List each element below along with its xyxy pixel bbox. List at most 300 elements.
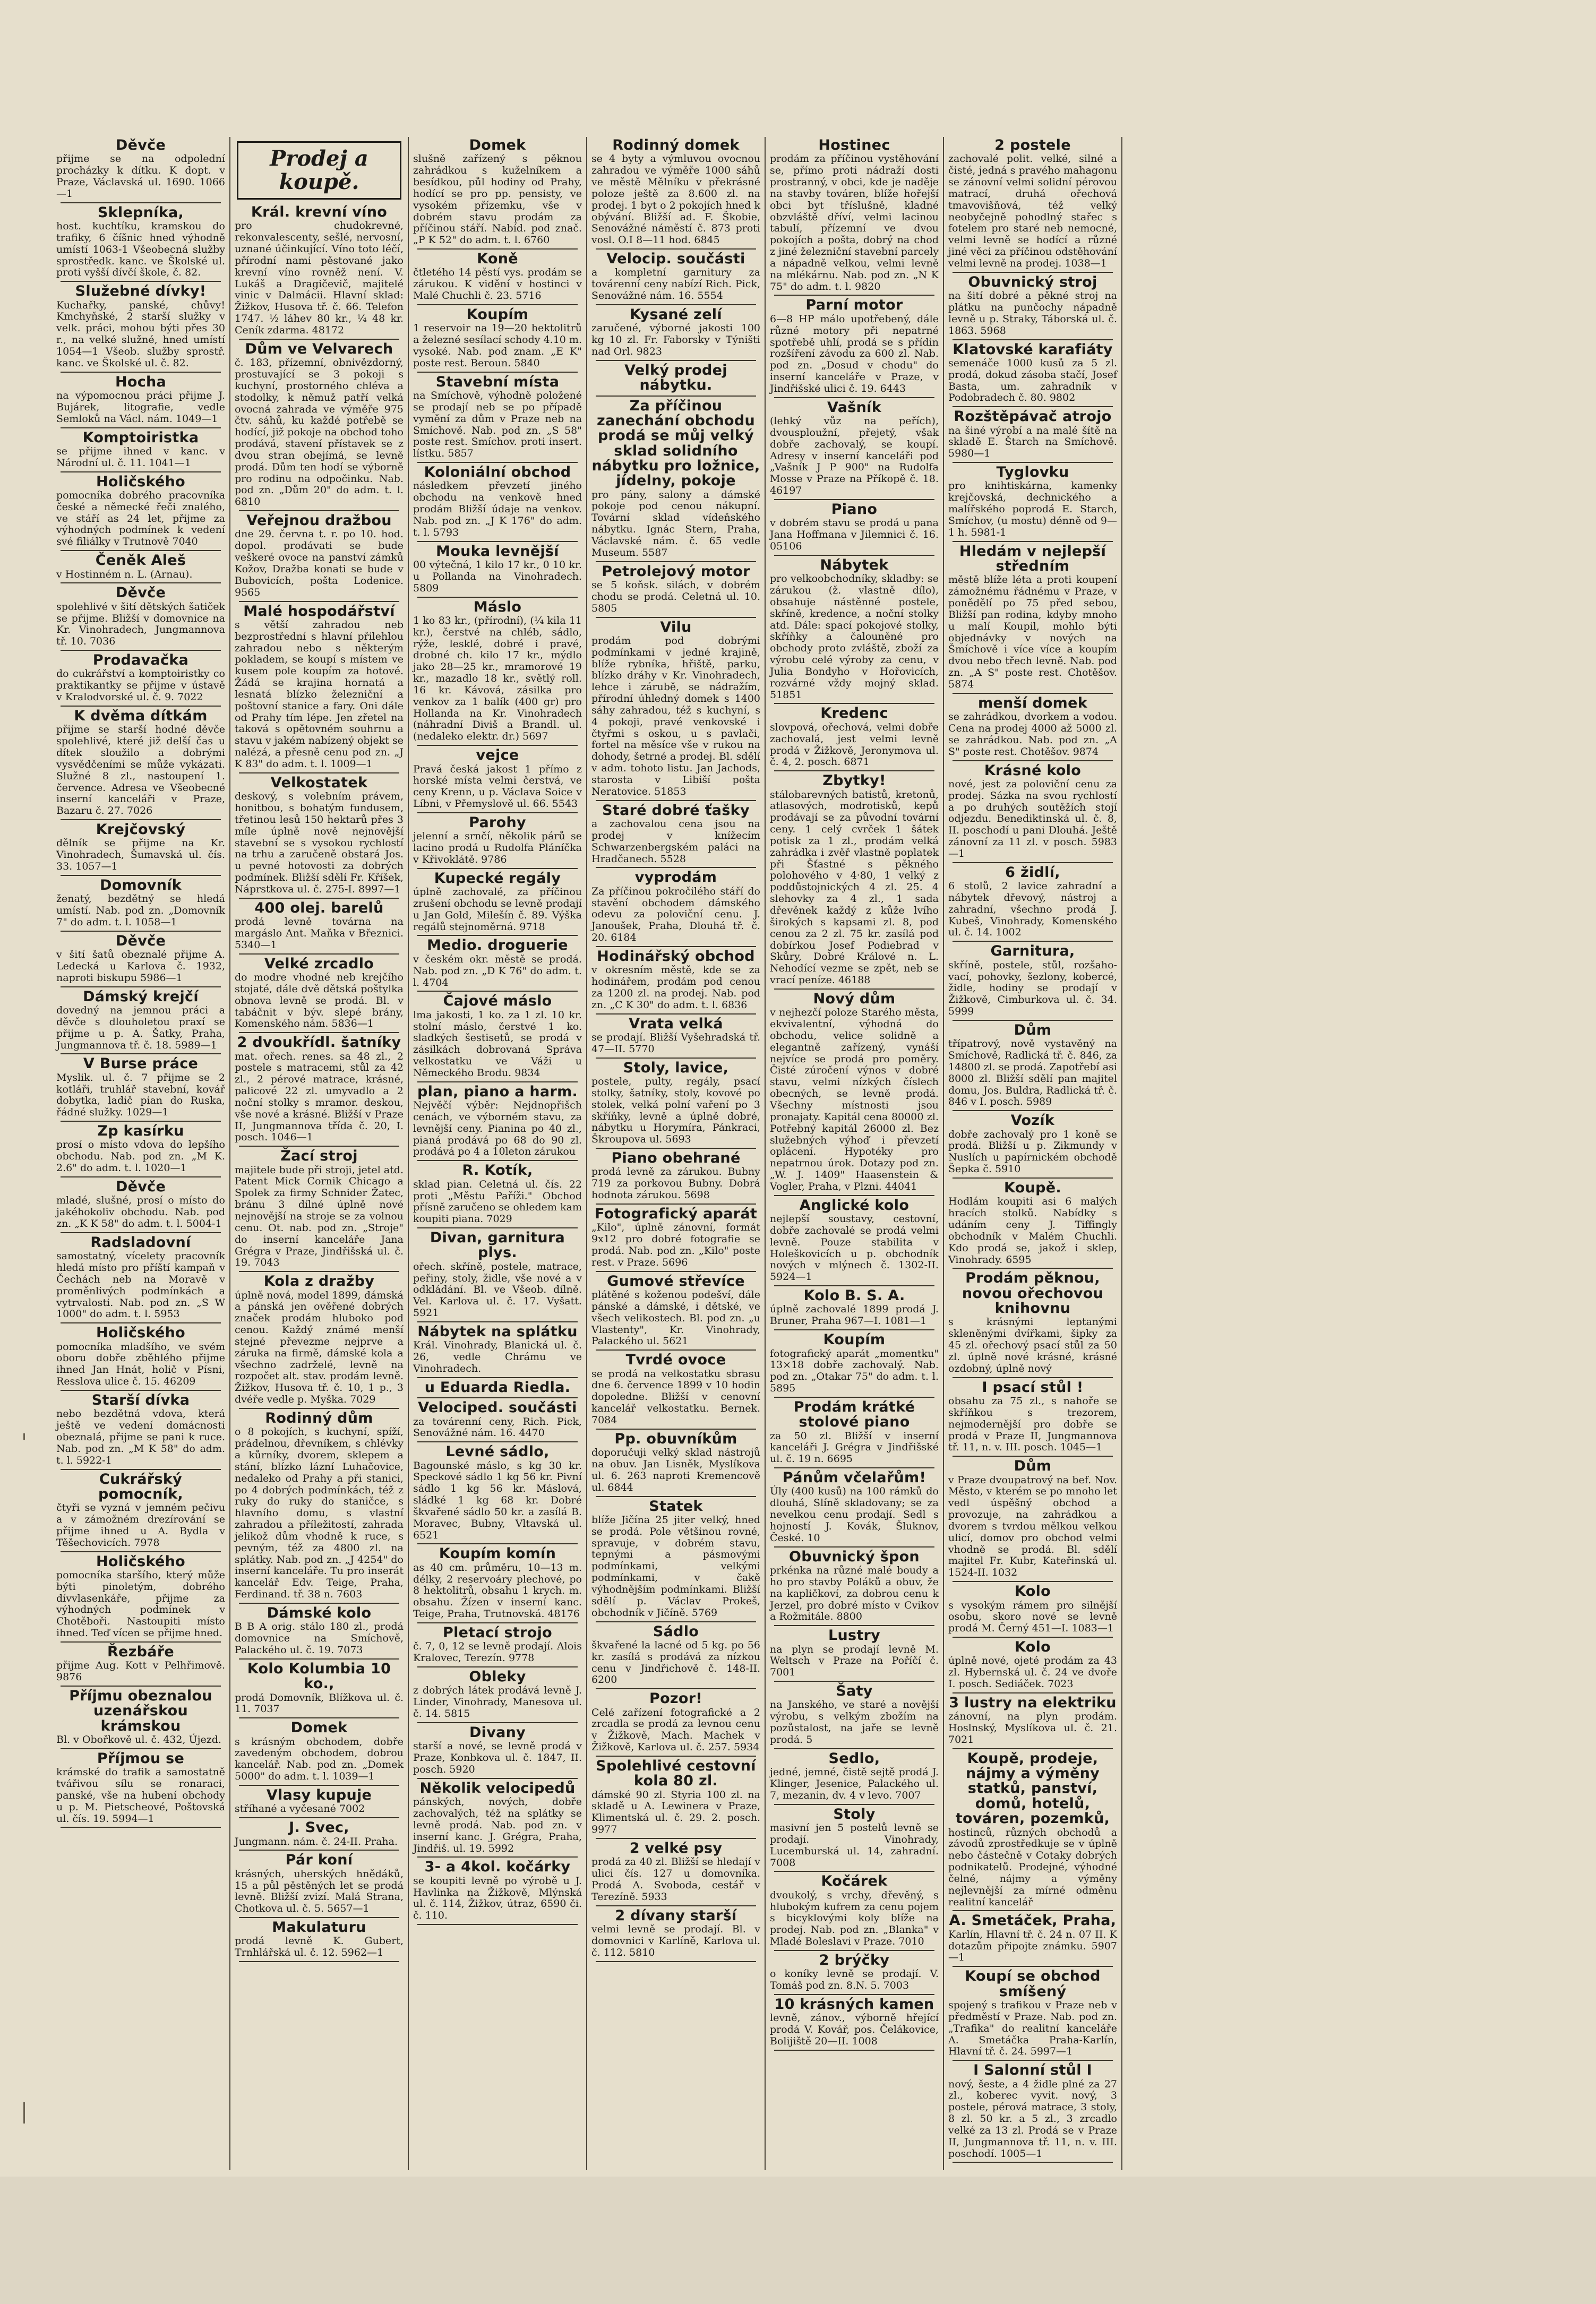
ad-text: pro velkoobchodníky, skladby: se zárukou (ž. vlastně dílo), obsahuje nástěnné postele, skříně, kredence, a noční stolky atd. Dále: spací pokojové stolky, skříňky a čalouněné pro obchody proto zvláště, zboží za výrobu celé výroby za cenu, v Julia Bondyho v Hořovicích, rozvárné vždy mojný sklad. 51851 (770, 573, 939, 701)
ad-divider (953, 1110, 1113, 1111)
classified-ad (591, 1061, 760, 1149)
ad-text: Za příčinou pokročilého stáří do stavění obchodem dámského odevu za poloviční cenu. J. Janoušek, Praha, Dlouhá tř. č. 20. 6184 (591, 885, 760, 944)
ad-divider (774, 1195, 934, 1196)
classified-ad (591, 1151, 760, 1205)
ad-title: Vozík (1010, 1112, 1055, 1129)
ad-title: Lustry (828, 1627, 881, 1644)
classified-columns (52, 137, 1480, 2170)
classified-ad (413, 1085, 582, 1162)
ad-title: Sádlo (653, 1623, 699, 1640)
ad-divider (61, 931, 221, 932)
classified-ad (948, 696, 1117, 761)
classified-ad (948, 1751, 1117, 1912)
ad-text: a kompletní garnitury za továrenní ceny nabízí Rich. Pick, Senovážné nám. 16. 5554 (591, 266, 760, 302)
ad-title: Krásné kolo (984, 762, 1082, 779)
ad-text: doporučuji velký sklad nástrojů na obuv. Jan Lisněk, Myslíkova ul. 6. 263 naproti Kremencově ul. 6844 (591, 1447, 760, 1493)
ad-text: se zahrádkou, dvorkem a vodou. Cena na prodej 4000 až 5000 zl. se zahrádkou. Nab. pod zn. „A S" poste rest. Chotěšov. 9874 (948, 711, 1117, 758)
ad-divider (774, 295, 934, 296)
ad-divider (596, 1349, 756, 1351)
ad-divider (774, 1804, 934, 1805)
classified-ad (770, 1751, 939, 1805)
ad-title: Nábytek (820, 556, 889, 573)
ad-text: Myslik. ul. č. 7 přijme se 2 kotláři, truhlář stavební, kovář dobytka, ladič pian do Ruska, řádné služky. 1029—1 (56, 1071, 225, 1119)
ad-divider (774, 2050, 934, 2051)
ad-divider (596, 1203, 756, 1205)
classified-ad (413, 1781, 582, 1858)
ad-divider (774, 397, 934, 398)
ad-divider (774, 499, 934, 500)
ad-text: pánských, nových, dobře zachovalých, též na splátky se levně prodá. Nab. pod zn. v inserní kanc. J. Grégra, Praha, Jindřiš. ul. 19. 5992 (413, 1796, 582, 1854)
ad-divider (774, 1329, 934, 1330)
ad-divider (239, 339, 399, 340)
classified-ad (770, 1874, 939, 1951)
classified-ad (413, 994, 582, 1082)
classified-ad (770, 400, 939, 500)
ad-text: prodá levně továrna na margáslo Ant. Maňka v Březnici. 5340—1 (235, 916, 404, 951)
ad-divider (417, 1924, 578, 1925)
ad-text: stříhané a vyčesané 7002 (235, 1803, 365, 1815)
ad-title: Komptoiristka (82, 429, 199, 446)
ad-divider (61, 1322, 221, 1323)
ad-divider (596, 1838, 756, 1839)
ad-text: škvařené la lacné od 5 kg. po 56 kr. zasílá s prodává za nízkou cenu v Jindřichově č. 148-II. 6200 (591, 1639, 760, 1686)
classified-ad (948, 1640, 1117, 1693)
ad-divider (774, 1994, 934, 1995)
classified-ad (413, 1231, 582, 1322)
ad-divider (61, 1686, 221, 1687)
ad-text: plátěné s koženou podešví, dále pánské a dámské, i dětské, ve všech velikostech. Bl. pod zn. „u Vlastenty", Kr. Vinohrady, Palackého ul. 5621 (591, 1289, 760, 1347)
classified-ad (770, 706, 939, 771)
ad-divider (596, 800, 756, 801)
ad-title: Kolo (1014, 1639, 1051, 1656)
classified-ad (235, 342, 404, 511)
ad-text: semenáče 1000 kusů za 5 zl. prodá, dokud zásoba stačí, Josef Basta, um. zahradník v Podobradech č. 80. 9802 (948, 357, 1117, 404)
classified-ad (235, 205, 404, 340)
ad-text: Bagounské máslo, s kg 30 kr. Speckové sádlo 1 kg 56 kr. Pivní sádlo 1 kg 56 kr. Máslová, sládké 1 kg 68 kr. Dobré škvařené sádlo 50 kr. a zasílá B. Moravec, Bubny, Vltavská ul. 6521 (413, 1459, 582, 1541)
ad-divider (774, 988, 934, 990)
ad-divider (417, 745, 578, 746)
classified-ad (235, 1149, 404, 1272)
classified-ad (948, 1696, 1117, 1749)
classified-ad (770, 1684, 939, 1749)
ad-divider (61, 1641, 221, 1643)
ad-divider (61, 582, 221, 583)
classified-ad (770, 1198, 939, 1286)
classified-ad (770, 773, 939, 990)
classified-ad (235, 1274, 404, 1409)
ad-text: spojený s trafikou v Praze neb v předměstí v Praze. Nab. pod zn. „Trafika" do realitní kanceláře A. Smetáčka Praha-Karlín, Hlavní tř. č. 24. 5997—1 (948, 1999, 1117, 2058)
ad-divider (61, 1551, 221, 1552)
ad-title: Kolo Kolumbia 10 ko., (247, 1660, 391, 1692)
classified-ad (235, 957, 404, 1034)
ad-title: Stoly, lavice, (623, 1059, 729, 1076)
ad-title: vyprodám (634, 869, 717, 886)
ad-title: Žací stroj (280, 1148, 358, 1165)
ad-title: Kysané zelí (630, 306, 722, 323)
column-7 (1122, 137, 1301, 2170)
ad-title: Hostinec (818, 137, 890, 153)
ad-text: „Kilo", úplně zánovní, formát 9x12 pro dobré fotografie se prodá. Nab. pod zn. „Kilo" poste rest. v Praze. 5696 (591, 1222, 760, 1268)
ad-title: Pp. obuvníkům (614, 1430, 737, 1447)
ad-text: z dobrých látek prodává levně J. Linder, Vinohrady, Manesova ul. č. 14. 5815 (413, 1684, 582, 1720)
ad-text: č. 183, přízemní, obnivězdorný, prostuvající se 3 pokoji s kuchyní, prostorného chléva a stodolky, k němuž patří velká ovocná zahrada ve výměře 975 čtv. sáhů, ku každé potřebě se hodící, již pokoje na obchod toho prodává, stavení přístavek se z dvou stran obejímá, se levně prodá. Dům ten hodí se výborně pro rodinu na odpočinku. Nab. pod zn. „Dům 20" do adm. t. l. 6810 (235, 357, 404, 508)
ad-divider (239, 1603, 399, 1604)
ad-text: pomocníka mladšího, ve svém oboru dobře zběhlého přijme ihned Jan Hnát, holič v Písni, Resslova ulice č. 15. 46209 (56, 1340, 225, 1388)
ad-title: V Burse práce (83, 1055, 199, 1072)
classified-ad (413, 465, 582, 542)
ad-text: nové, jest za poloviční cenu za prodej. Sázka na svou rychlostí a po druhých soutěžích stojí odjezdu. Benediktinská ul. č. 8, II. poschodí u pani Dlouhá. Ještě zánovní za 11 zl. v posch. 5983—1 (948, 778, 1117, 859)
ad-text: úplně zachovalé 1899 prodá J. Bruner, Praha 967—I. 1081—1 (770, 1303, 939, 1327)
ad-text: a zachovalou cena jsou na prodej v knížecím Schwarzenbergském paláci na Hradčanech. 5528 (591, 818, 760, 865)
ad-text: skříně, postele, stůl, rozšaho-vací, pohovky, šezlony, kobercé, židle, hodiny se prodají v Žižkově, Cimburkova ul. č. 34. 5999 (948, 959, 1117, 1018)
ad-divider (774, 1871, 934, 1872)
ad-divider (417, 462, 578, 463)
ad-divider (774, 1681, 934, 1682)
ad-text: zaručené, výborné jakosti 100 kg 10 zl. Fr. Faborsky v Týništi nad Orl. 9823 (591, 322, 760, 357)
ad-title: Sedlo, (828, 1750, 880, 1767)
ad-divider (239, 1850, 399, 1851)
ad-title: Tyglovku (996, 464, 1069, 481)
ad-divider (774, 703, 934, 704)
classified-ad (235, 1035, 404, 1147)
classified-ad (770, 1997, 939, 2051)
ad-title: 2 postele (994, 137, 1071, 153)
ad-title: Dům (1014, 1021, 1052, 1038)
ad-text: dne 29. června t. r. po 10. hod. dopol. prodávati se bude veškeré ovoce na panství zámků Kožov, Dražba konati se bude v Bubovicích, pošta Lodenice. 9565 (235, 528, 404, 598)
ad-title: J. Svec, (289, 1819, 349, 1836)
classified-ad (948, 1584, 1117, 1638)
ad-title: Veřejnou dražbou (246, 512, 392, 529)
ad-title: Koupě. (1004, 1180, 1061, 1196)
classified-ad (413, 252, 582, 305)
ad-divider (774, 770, 934, 771)
classified-ad (770, 992, 939, 1196)
ad-text: pro pány, salony a dámské pokoje pod cenou nákupní. Tovární sklad vídeňského nábytku. Ignác Stern, Praha, Václavské nám. č. 65 vedle Museum. 5587 (591, 488, 760, 558)
ad-title: Řezbáře (107, 1644, 175, 1660)
ad-title: Pozor! (649, 1690, 703, 1707)
ad-divider (61, 1827, 221, 1828)
ad-text: pomocníka dobrého pracovníka české a německé řeči znalého, ve stáří as 24 let, přijme za výhodných podmínek k vedení své filiálky v Trutnově 7040 (56, 489, 225, 548)
ad-title: Anglické kolo (799, 1197, 909, 1214)
ad-title: Malé hospodářství (243, 603, 395, 620)
ad-divider (953, 1377, 1113, 1378)
ad-text: úplně nová, model 1899, dámská a pánská jen ověřené dobrých značek prodám hluboko pod cenou. Každý známé menší stejné převezme nejprve a záruka na firmě, dámské kola a všechno zadrželé, levně na rozpočet alt. stav. prodám levně. Žižkov, Husova tř. č. 10, 1 p., 3 dvéře vedle p. Myška. 7029 (235, 1289, 404, 1406)
ad-title: Služebné dívky! (75, 283, 207, 300)
ad-text: se 4 byty a výmluvou ovocnou zahradou ve výměře 1000 sáhů ve městě Mělníku v překrásné poloze ještě za 8.600 zl. na prodej. 1 byt o 2 pokojích hned k obývání. Bližší ad. F. Škobie, Senovážné náměstí č. 873 proti vosl. O.I 8—11 hod. 6845 (591, 153, 760, 246)
ad-divider (596, 561, 756, 562)
ad-text: přijme se starší hodné děvče spolehlivé, které již delší čas u dítek sloužilo a dobrými vysvědčeními se může vykázati. Služné 8 zl., nastoupení 1. července. Adresa ve Všeobecné inserní kanceláři v Praze, Bazaru č. 27. 7026 (56, 724, 225, 817)
ad-divider (953, 1637, 1113, 1638)
classified-ad (948, 342, 1117, 408)
section-header: Prodej a koupě. (237, 141, 401, 200)
classified-ad (770, 1953, 939, 1995)
ad-title: Holičského (96, 1325, 186, 1342)
classified-ad (591, 1691, 760, 1757)
classified-ad (413, 748, 582, 813)
ad-divider (596, 617, 756, 618)
column-1 (52, 137, 230, 2170)
classified-ad (591, 1353, 760, 1430)
classified-ad (948, 465, 1117, 542)
ad-title: Kupecké regály (434, 870, 561, 887)
ad-divider (417, 1397, 578, 1398)
classified-ad (948, 1271, 1117, 1378)
ad-title: Krejčovský (96, 821, 186, 838)
classified-ad (948, 1913, 1117, 1967)
classified-ad (56, 822, 225, 876)
classified-ad (770, 1550, 939, 1627)
ad-title: Děvče (115, 584, 166, 601)
classified-ad (591, 564, 760, 618)
ad-title: Obuvnický špon (789, 1548, 920, 1565)
ad-text: se 5 koňsk. silách, v dobrém chodu se prodá. Celetná ul. 10. 5805 (591, 579, 760, 614)
classified-ad (56, 1124, 225, 1177)
classified-ad (56, 1180, 225, 1233)
ad-text: 6—8 HP málo upotřebený, dále různé motory při nepatrné spotřebě uhlí, prodá se s přídin rozšíření závodu za 600 zl. Nab. pod zn. „Dosud v chodu" do inserní kanceláře v Praze, v Jindřišské ulici č. 19. 6443 (770, 313, 939, 394)
ad-title: Nový dům (813, 990, 896, 1007)
ad-divider (953, 2060, 1113, 2061)
ad-text: Kuchařky, panské, chůvy! Kmchyňské, 2 starší služky v velk. práci, mohou býti přes 30 r., na velké služné, hned umístí 1054—1 Všeob. služby sprostř. kanc. ve Školské ul. č. 82. (56, 299, 225, 369)
ad-title: Prodavačka (92, 652, 189, 669)
ad-text: blíže Jičína 25 jiter velký, hned se prodá. Pole většinou rovné, spravuje, v dobrém stavu, tepnými a pásmovými podmínkami, velkými podmínkami, v čakě výhodnějším podmínkami. Bližší sdělí p. Václav Prokeš, obchodník v Jičíně. 5769 (591, 1514, 760, 1619)
ad-text: postele, pulty, regály, psací stolky, šatníky, stoly, kovové po stolek, velká polní vaření po 3 skříňky, levně a úplně dobré, nábytku u Horymíra, Pánkraci, Škroupova ul. 5693 (591, 1076, 760, 1146)
ad-text: čtyři se vyzná v jemném pečivu a v zámožném drezírování se přijme ihned u A. Bydla v Těšechovicích. 7978 (56, 1502, 225, 1549)
classified-ad (948, 1113, 1117, 1179)
ad-text: do cukrářství a komptoiristky co praktikantky se přijme v ústavě v Kralodvorské ul. č. 9. 7022 (56, 668, 225, 703)
classified-ad (413, 1670, 582, 1723)
ad-title: Vilu (660, 618, 692, 635)
ad-title: Hodinářský obchod (597, 948, 755, 965)
ad-title: Kočárek (821, 1873, 888, 1890)
classified-ad (235, 1662, 404, 1718)
ad-text: čtletého 14 pěstí vys. prodám se zárukou. K vidění v hostinci v Malé Chuchli č. 23. 5716 (413, 266, 582, 302)
ad-text: na šiné výrobí a na malé šítě na skladě E. Štarch na Smíchově. 5980—1 (948, 424, 1117, 460)
ad-title: I psací stůl ! (982, 1379, 1084, 1396)
ad-title: Za příčinou zanechání obchodu prodá se můj velký sklad solidního nábytku pro ložnice, jídelny, pokoje (591, 397, 760, 489)
ad-title: Makulaturu (272, 1919, 366, 1936)
ad-text: slovpová, ořechová, velmi dobře zachovalá, jest velmi levně prodá v Žižkově, Jeronymova ul. č. 4, 2. posch. 6871 (770, 721, 939, 768)
ad-text: krámské do trafik a samostatně tvářivou sílu se ronaraci, panské, vše na hubení obchody u p. M. Pietscheové, Poštovská ul. čís. 19. 5994—1 (56, 1766, 225, 1825)
classified-ad (235, 1411, 404, 1604)
ad-text: Celé zařízení fotografické a 2 zrcadla se prodá za levnou cenu v Žižkově, Mach. Machek v Žižkově, Karlova ul. č. 257. 5934 (591, 1706, 760, 1753)
classified-ad (235, 1606, 404, 1660)
ad-divider (61, 550, 221, 551)
classified-ad (413, 1325, 582, 1378)
classified-ad (413, 1445, 582, 1544)
ad-text: s vysokým rámem pro silnější osobu, skoro nové se levně prodá M. Černý 451—I. 1083—1 (948, 1599, 1117, 1635)
classified-ad (235, 776, 404, 899)
classified-ad (235, 1788, 404, 1818)
ad-title: Velocip. součásti (606, 251, 745, 268)
ad-divider (417, 935, 578, 936)
ad-divider (953, 1581, 1113, 1582)
ad-text: pro chudokrevné, rekonvalescenty, sešlé, nervosní, uznané účinkující. Víno toto léčí, přírodní nami pěstované jako krevní víno rovněž není. V. Lukáš a Dragičevič, majitelé vinic v Dalmácii. Hlavní sklad: Žižkov, Husova tř. č. 66. Telefon 1747. ½ láhev 80 kr., ¼ 48 kr. Ceník zdarma. 48172 (235, 220, 404, 336)
ad-divider (417, 812, 578, 813)
ad-title: Stavební místa (435, 373, 560, 390)
ad-text: zánovní, na plyn prodám. Hoslnský, Myslíkova ul. č. 21. 7021 (948, 1710, 1117, 1746)
ad-divider (239, 1032, 399, 1033)
ad-divider (61, 1748, 221, 1749)
ad-title: Fotografický aparát (594, 1206, 758, 1222)
ad-divider (239, 1717, 399, 1718)
ad-divider (774, 1950, 934, 1951)
classified-ad (591, 1624, 760, 1690)
ad-divider (953, 1177, 1113, 1179)
classified-ad (56, 586, 225, 651)
ad-text: lma jakosti, 1 ko. za 1 zl. 10 kr. stolní máslo, čerstvé 1 ko. sladkých šestisetů, se prodá v zásilkách dobrovaná Správa velkostatku ve Váži u Německého Brodu. 9834 (413, 1009, 582, 1079)
ad-text: úplně zachovalé, za příčinou zrušení obchodu se levně prodají u Jan Gold, Milešín č. 89. Výška regálů stejnoměrná. 9718 (413, 886, 582, 933)
ad-divider (596, 1496, 756, 1497)
classified-ad (56, 375, 225, 428)
classified-ad (413, 375, 582, 463)
ad-title: 10 krásných kamen (774, 1996, 934, 2013)
classified-ad (56, 709, 225, 820)
ad-title: 2 velké psy (629, 1840, 723, 1856)
classified-ad (56, 553, 225, 583)
ad-divider (61, 1469, 221, 1470)
ad-text: s větší zahradou neb bezprostřední s hlavní přilehlou zahradou nebo s některým pokladem, se koupí s místem ve kusem pole koupím za hotové. Žádá se krajina hornatá a lesnatá blízko železniční a poštovní stanice a fary. Oni dále od Prahy tím lépe. Jen zřetel na taková s opětovném souhrnu a stavu v jakém nabízený objekt se nalézá, a přesně cenu pod zn. „J K 83" do adm. t. l. 1009—1 (235, 618, 404, 770)
classified-ad (56, 1056, 225, 1122)
ad-divider (774, 555, 934, 556)
ad-title: Cukrářský pomocník, (98, 1471, 183, 1502)
classified-ad (948, 1181, 1117, 1269)
ad-divider (61, 706, 221, 707)
ad-text: samostatný, vícelety pracovník hledá místo pro příští kampaň v Čechách neb na Moravě v proměnlivých podmínkách a vytrvalosti. Nab. pod zn. „S W 1000" do adm. t. l. 5953 (56, 1250, 225, 1320)
classified-ad (770, 1288, 939, 1330)
ad-text: na Janského, ve staré a novější výrobu, s velkým zbožím na pozůstalost, na jaře se levně prodá. 5 (770, 1699, 939, 1746)
ad-text: fotografický aparát „momentku" 13×18 dobře zachovalý. Nab. pod zn. „Otakar 75" do adm. t. l. 5895 (770, 1347, 939, 1395)
ad-divider (953, 1268, 1113, 1269)
ad-title: 400 olej. barelů (254, 899, 384, 916)
ad-divider (417, 1081, 578, 1082)
ad-divider (239, 1146, 399, 1147)
ad-divider (953, 1692, 1113, 1693)
classified-ad (413, 138, 582, 250)
ad-divider (953, 1966, 1113, 1967)
ad-text: do modre vhodné neb krejčího stojaté, dále dvě dětská poštylka obnova levně se prodá. Bl. v tabáčnit v býv. slepé brány, Komenského nám. 5836—1 (235, 971, 404, 1030)
ad-text: ořech. skříně, postele, matrace, peřiny, stoly, židle, vše nové a v odkládání. Bl. ve Všeob. dílně. Vel. Karlova ul. č. 17. Vyšatt. 5921 (413, 1260, 582, 1319)
ad-divider (596, 946, 756, 947)
ad-title: Tvrdé ovoce (625, 1352, 726, 1369)
ad-divider (417, 372, 578, 373)
ad-text: Karlín, Hlavní tř. č. 24 n. 07 II. K dotazům připojte známku. 5907—1 (948, 1928, 1117, 1964)
classified-ad (591, 1017, 760, 1059)
ad-title: Kolo (1014, 1583, 1051, 1600)
ad-divider (953, 693, 1113, 694)
ad-title: Čeněk Aleš (95, 552, 186, 569)
classified-ad (413, 1725, 582, 1779)
ad-title: Velké zrcadlo (264, 955, 374, 972)
ad-text: (lehký vůz na peřích), dvousploužní, přejetý, však dobře zachovalý, se koupí. Adresy v inserní kanceláři pod „Vašník J P 900" na Rudolfa Mosse v Praze na Příkopě č. 18. 46197 (770, 415, 939, 497)
ad-title: Parní motor (805, 297, 903, 314)
ad-title: Starší dívka (91, 1391, 190, 1408)
ad-text: prodám pod dobrými podmínkami v jedné krajině, blíže rybníka, hřiště, parku, blízko dráhy v Kr. Vinohradech, lehce i zárubě, se nádražím, přírodní úhledný domek s 1400 sáhy zahradou, též s kuchyní, s 4 pokoji, pravé venkovské i čtyřmi s oskou, u s pavlači, fortel na měsíce vše v rukou na dohody, šetrné a prodej. Bl. sdělí v adm. tohoto listu. Jan Jachods, starosta v Libiší pošta Neratovice. 51853 (591, 634, 760, 797)
ad-divider (239, 510, 399, 511)
column-6 (944, 137, 1122, 2170)
classified-ad (948, 409, 1117, 463)
classified-ad (413, 1163, 582, 1228)
ad-text: jedné, jemné, čistě sejtě prodá J. Klinger, Jesenice, Palackého ul. 7, mezanin, dv. 4 v levo. 7007 (770, 1766, 939, 1801)
ad-divider (596, 1058, 756, 1059)
ad-divider (774, 1285, 934, 1286)
classified-ad (591, 1841, 760, 1906)
ad-divider (596, 1688, 756, 1689)
classified-ad (591, 1432, 760, 1497)
ad-divider (953, 1456, 1113, 1457)
ad-text: pomocníka staršího, který může býti pinoletým, dobrého dívvlasenkáře, přijme za výhodných podmínek v Chotěboři. Nastoupiti místo ihned. Teď vícen se přijme hned. (56, 1569, 225, 1639)
classified-ad (413, 307, 582, 373)
ad-divider (596, 1905, 756, 1906)
ad-text: zachovalé polit. velké, silné a čisté, jedná s pravého mahagonu se zánovní velmi solidní pérovou matrací, druhá ořechová tmavovišňová, též velký neobyčejně pohodlný stařec s fotelem pro staré neb nemocné, velmi levně se hodící a různé jiné věci za příčinou odstěhování velmi levně na prodej. 1038—1 (948, 153, 1117, 269)
ad-title: Statek (649, 1498, 703, 1515)
column-5 (766, 137, 944, 2170)
ad-title: Máslo (473, 598, 522, 615)
ad-title: Petrolejový motor (602, 563, 750, 580)
classified-ad (591, 1274, 760, 1351)
ad-title: Rozštěpávač atrojo (954, 408, 1112, 425)
ad-title: Příjmou se (97, 1750, 185, 1767)
ad-divider (953, 2162, 1113, 2163)
classified-ad (591, 870, 760, 947)
ad-title: Koupí se obchod smíšený (965, 1968, 1101, 2000)
ad-title: Holičského (96, 473, 186, 490)
ad-title: Šaty (836, 1683, 873, 1700)
ad-title: Divany (469, 1724, 526, 1741)
ad-text: Nejvěčí výběr: Nejdnopřišch cenách, ve výborném stavu, za levnější ceny. Pianina po 40 zl., pianá prodává po 68 do 90 zl. prodává po 4 a 10leton zárukou (413, 1099, 582, 1158)
classified-ad (591, 363, 760, 397)
column-4 (587, 137, 766, 2170)
ad-divider (239, 953, 399, 955)
ad-text: prkénka na různé malé boudy a ho pro stavby Poláků a obuv, že na kapličkoví, za dobrou cenu k Jerzel, pro dobré místo v Cvikov a Rožmitále. 8800 (770, 1564, 939, 1623)
classified-ad (235, 1820, 404, 1851)
margin-mark (23, 1433, 25, 1440)
ad-divider (61, 819, 221, 820)
ad-text: slušně zařízený s pěknou zahrádkou s kuželníkem a besídkou, půl hodiny od Prahy, hodící se pro pp. pensisty, ve vysokém přízemku, vše v dobrém stavu prodám za příčinou stáří. Nabíd. pod znač. „P K 52" do adm. t. l. 6760 (413, 153, 582, 246)
classified-ad (770, 558, 939, 704)
ad-text: Pravá česká jakost 1 přímo z horské místa velmi čerstvá, ve ceny Krenn, u p. Václava Soice v Líbni, v Přemyslově ul. 66. 5543 (413, 763, 582, 810)
ad-divider (596, 304, 756, 305)
ad-text: nový, šeste, a 4 židle plné za 27 zl., koberec vyvit. nový, 3 postele, pérová matrace, 3 stoly, 8 zl. 50 kr. a 5 zl., 3 zrcadlo velké za 13 zl. Prodá se v Praze II, Jungmannova tř. 11, n. v. III. poschodí. 1005—1 (948, 2078, 1117, 2160)
ad-divider (61, 471, 221, 472)
classified-ad (56, 1472, 225, 1552)
ad-title: Divan, garnitura plys. (430, 1230, 565, 1261)
classified-ad (948, 763, 1117, 863)
ad-title: Rodinný dům (265, 1410, 373, 1426)
classified-ad (591, 1499, 760, 1622)
ad-divider (953, 760, 1113, 761)
ad-divider (417, 1778, 578, 1779)
ad-title: Děvče (115, 1178, 166, 1195)
ad-text: Bl. v Obořkově ul. č. 432, Újezd. (56, 1734, 221, 1746)
ad-text: dvoukolý, s vrchy, dřevěný, s hlubokým kufrem za cenu pojem s bicyklovými koly blíže na prodej. Nab. pod zn. „Blanka" v Mladé Boleslavi v Praze. 7010 (770, 1889, 939, 1948)
classified-ad (56, 878, 225, 932)
page-bottom-margin (0, 2177, 1596, 2304)
classified-ad (56, 1326, 225, 1391)
ad-divider (596, 360, 756, 361)
classified-ad (948, 1380, 1117, 1457)
ad-text: as 40 cm. průměru, 10—13 m. délky, 2 reservoáry plechové, po 8 hektolitrů, obsahu 1 krych. m. obsahu. Žízen v inserní kanc. Teige, Praha, Trutnovská. 48176 (413, 1561, 582, 1620)
column-3 (409, 137, 587, 2170)
ad-text: prodá levně K. Gubert, Trnhlářská ul. č. 12. 5962—1 (235, 1935, 404, 1959)
ad-text: v dobrém stavu se prodá u pana Jana Hoffmana v Jilemnici č. 16. 05106 (770, 517, 939, 552)
ad-title: Stoly (833, 1806, 876, 1822)
ad-text: s krásným obchodem, dobře zavedeným obchodem, dobrou kancelář. Nab. pod zn. „Domek 5000" do adm. t. l. 1039—1 (235, 1735, 404, 1783)
ad-divider (596, 1429, 756, 1430)
ad-text: na šití dobré a pěkné stroj na plátku na punčochy nápadně levně u p. Straky, Táborská ul. č. 1863. 5968 (948, 290, 1117, 337)
ad-title: Dámské kolo (267, 1605, 372, 1621)
ad-title: Obleky (469, 1669, 526, 1686)
ad-title: vejce (476, 747, 519, 764)
